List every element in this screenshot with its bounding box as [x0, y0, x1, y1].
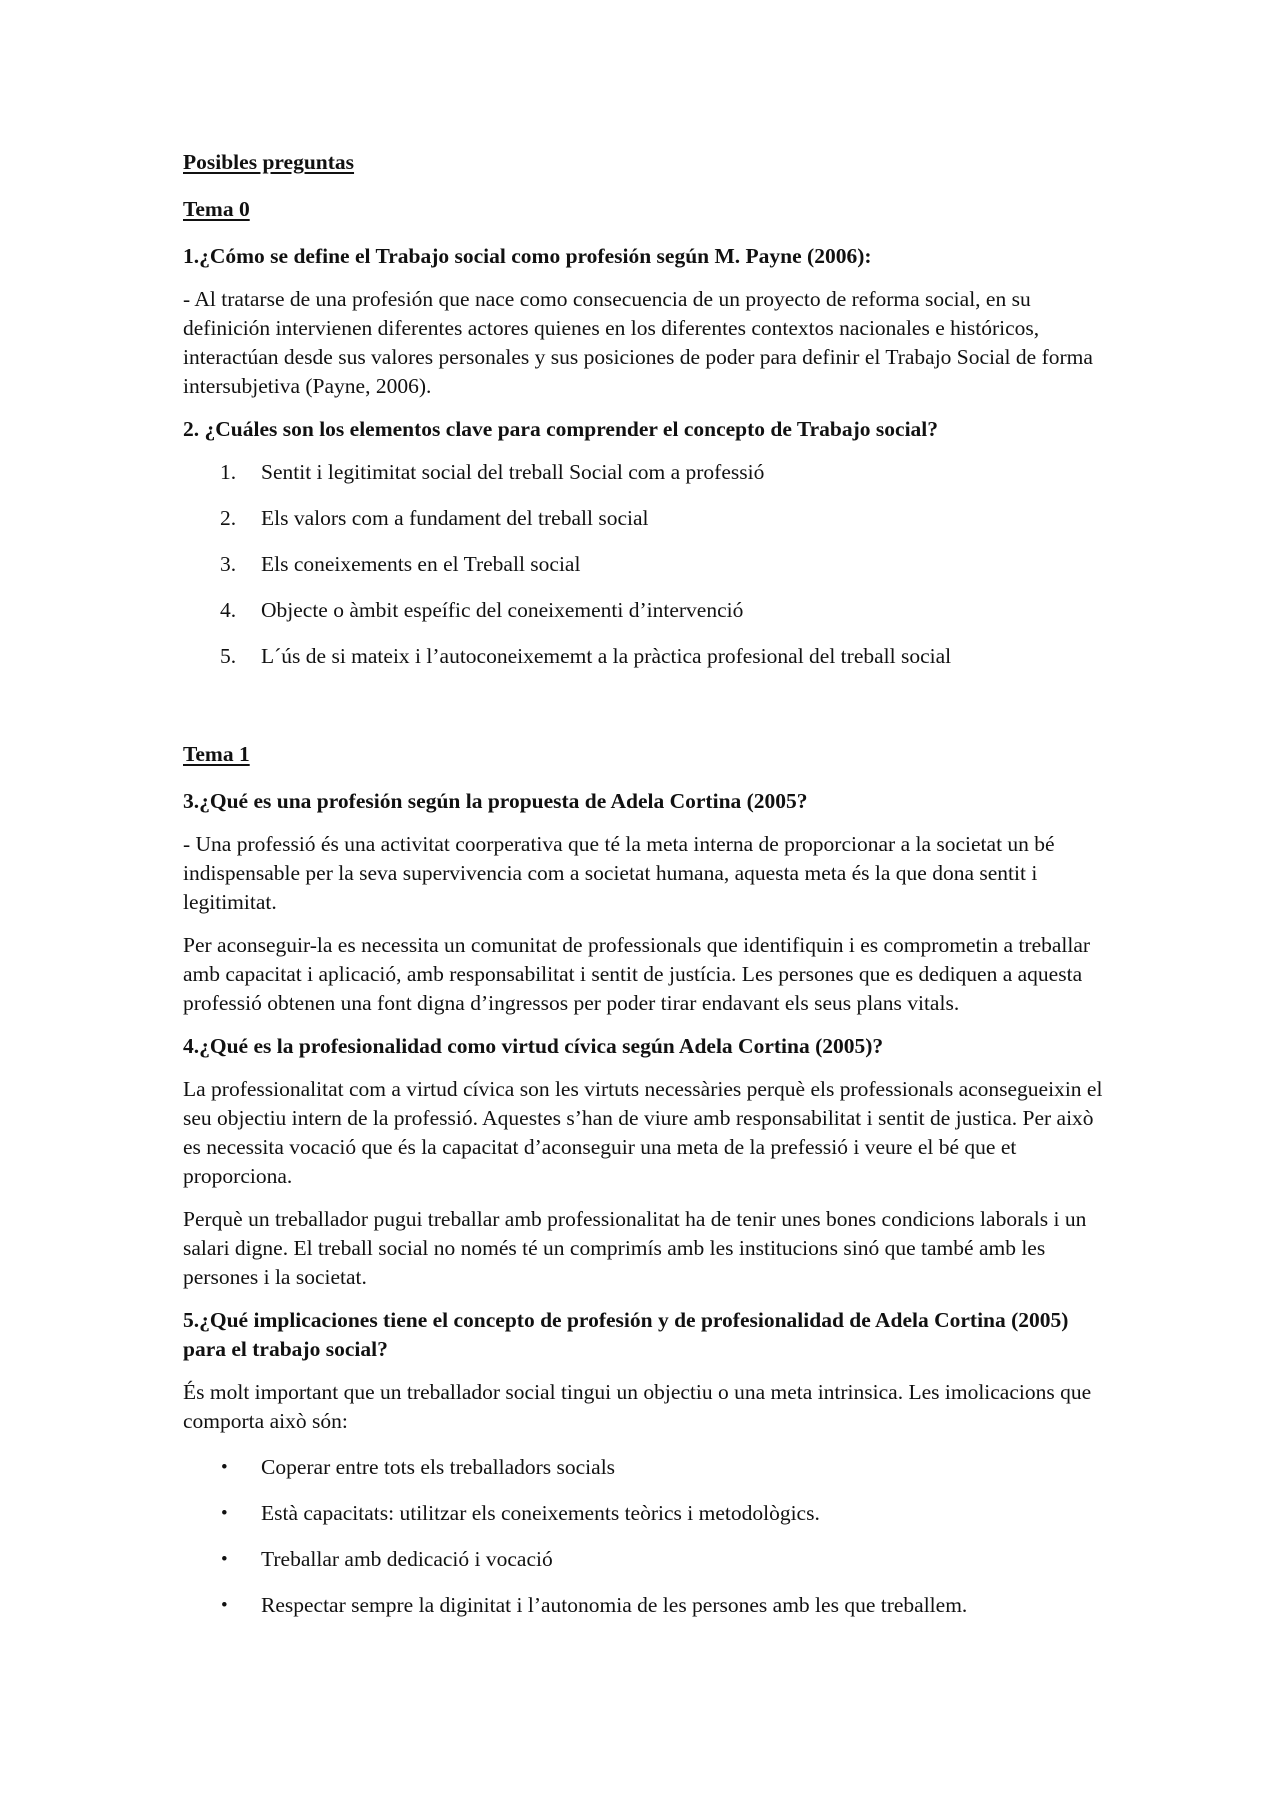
list-item-text: Objecte o àmbit espeífic del coneixementi d’intervenció: [261, 598, 744, 622]
list-item-text: Està capacitats: utilitzar els coneixements teòrics i metodològics.: [261, 1501, 820, 1525]
list-item: [183, 1591, 1103, 1620]
list-number: 5.: [220, 644, 237, 668]
question-1: 1.¿Cómo se define el Trabajo social como profesión según M. Payne (2006):: [183, 244, 872, 268]
list-number: 4.: [220, 598, 237, 622]
list-item-text: L´ús de si mateix i l’autoconeixememt a la pràctica profesional del treball social: [261, 644, 952, 668]
answer-1: - Al tratarse de una profesión que nace como consecuencia de un proyecto de reforma social, en su definición intervienen diferentes actores quienes en los diferentes contextos nacionales e históricos, interactúan desde sus valores personales y sus posiciones de poder para definir el Trabajo Social de forma intersubjetiva (Payne, 2006).: [183, 287, 1093, 398]
key-elements-list: [183, 458, 1103, 671]
answer-3-paragraph-2: Per aconseguir-la es necessita un comunitat de professionals que identifiquin i es comprometin a treballar amb capacitat i aplicació, amb responsabilitat i sentit de justícia. Les persones que es dediquen a aquesta professió obtenen una font digna d’ingressos per poder tirar endavant els seus plans vitals.: [183, 933, 1091, 1015]
bullet-icon: •: [221, 1595, 228, 1616]
list-item-text: Respectar sempre la diginitat i l’autonomia de les persones amb les que treballem.: [261, 1593, 968, 1617]
list-item: [183, 642, 1103, 671]
list-number: 2.: [220, 506, 237, 530]
bullet-icon: •: [221, 1549, 228, 1570]
list-item-text: Sentit i legitimitat social del treball Social com a professió: [261, 460, 765, 484]
bullet-icon: •: [221, 1457, 228, 1478]
implications-list: [183, 1453, 1103, 1620]
list-number: 1.: [220, 460, 237, 484]
question-2: 2. ¿Cuáles son los elementos clave para comprender el concepto de Trabajo social?: [183, 417, 939, 441]
list-item-text: Els valors com a fundament del treball social: [261, 506, 649, 530]
document-content: [183, 148, 1103, 1637]
answer-4-paragraph-2: Perquè un treballador pugui treballar amb professionalitat ha de tenir unes bones condicions laborals i un salari digne. El treball social no només té un comprimís amb les institucions sinó que també amb les persones i la societat.: [183, 1207, 1087, 1289]
section-heading-tema-1: Tema 1: [183, 742, 250, 766]
list-item: [183, 458, 1103, 487]
bullet-icon: •: [221, 1503, 228, 1524]
question-3: 3.¿Qué es una profesión según la propuesta de Adela Cortina (2005?: [183, 789, 808, 813]
list-item-text: Els coneixements en el Treball social: [261, 552, 581, 576]
list-item: [183, 550, 1103, 579]
question-4: 4.¿Qué es la profesionalidad como virtud cívica según Adela Cortina (2005)?: [183, 1034, 884, 1058]
section-spacer: [183, 688, 1103, 740]
list-item: [183, 1453, 1103, 1482]
answer-5: És molt important que un treballador social tingui un objectiu o una meta intrinsica. Les imolicacions que comporta això són:: [183, 1380, 1092, 1433]
list-item: [183, 1545, 1103, 1574]
list-number: 3.: [220, 552, 237, 576]
list-item-text: Treballar amb dedicació i vocació: [261, 1547, 553, 1571]
list-item-text: Coperar entre tots els treballadors socials: [261, 1455, 616, 1479]
list-item: [183, 504, 1103, 533]
question-5: 5.¿Qué implicaciones tiene el concepto de profesión y de profesionalidad de Adela Cortina (2005) para el trabajo social?: [183, 1308, 1069, 1361]
list-item: [183, 1499, 1103, 1528]
answer-3-paragraph-1: - Una professió és una activitat coorperativa que té la meta interna de proporcionar a la societat un bé indispensable per la seva supervivencia com a societat humana, aquesta meta és la que dona sentit i legitimitat.: [183, 832, 1055, 914]
list-item: [183, 596, 1103, 625]
answer-4-paragraph-1: La professionalitat com a virtud cívica son les virtuts necessàries perquè els professionals aconsegueixin el seu objectiu intern de la professió. Aquestes s’han de viure amb responsabilitat i sentit de justica. Per això es necessita vocació que és la capacitat d’aconseguir una meta de la prefessió i veure el bé que et proporciona.: [183, 1077, 1103, 1188]
section-heading-tema-0: Tema 0: [183, 197, 250, 221]
document-title: Posibles preguntas: [183, 150, 355, 174]
